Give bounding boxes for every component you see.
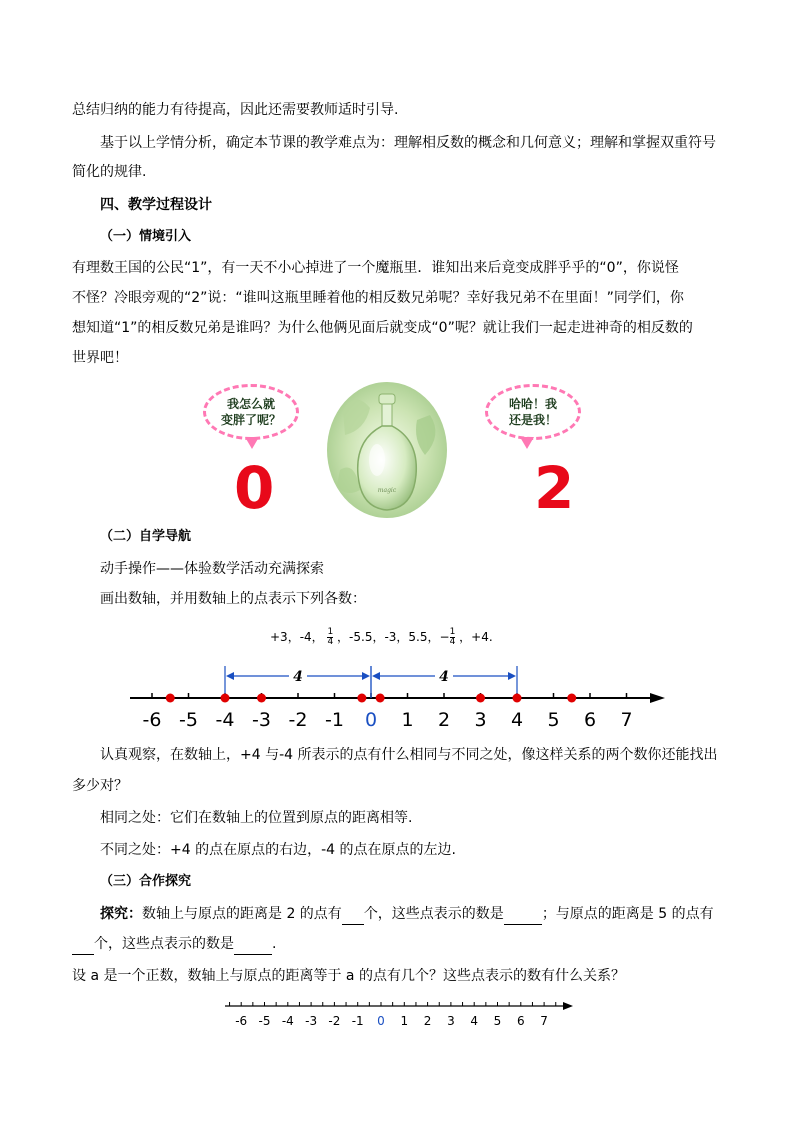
- number-zero: 0: [234, 454, 275, 522]
- subsection-heading: （一）情境引入: [100, 229, 192, 244]
- blank-field[interactable]: [342, 904, 364, 925]
- tick-label: 1: [400, 1014, 409, 1028]
- paragraph: 动手操作——体验数学活动充满探索: [100, 561, 324, 577]
- axis-point: [376, 694, 385, 703]
- tick-label: 0: [377, 1014, 385, 1028]
- bubble-text: 我怎么就: [226, 397, 275, 411]
- tick-label: -5: [258, 1014, 271, 1028]
- tick-label: 5: [547, 709, 560, 731]
- paragraph: 简化的规律.: [72, 164, 147, 180]
- arrow-left-icon: [372, 672, 380, 680]
- exercise-label: 探究：: [100, 906, 142, 922]
- subsection-heading: （二）自学导航: [100, 529, 192, 544]
- magic-bottle-icon: [325, 380, 450, 520]
- exercise-text: .: [272, 936, 277, 952]
- tick-label: -6: [142, 709, 162, 731]
- fraction: [450, 628, 456, 647]
- tick-label: -1: [351, 1014, 364, 1028]
- exercise-line-2: [72, 934, 276, 955]
- bubble-tail-icon: [520, 437, 534, 449]
- paragraph: 有理数王国的公民“1”，有一天不小心掉进了一个魔瓶里．谁知出来后竟变成胖乎乎的“0”，你说怪: [72, 260, 679, 276]
- subsection-heading: （三）合作探究: [100, 874, 192, 889]
- axis-point: [513, 694, 522, 703]
- axis-point: [221, 694, 230, 703]
- fraction: [327, 628, 333, 647]
- bubble-tail-icon: [245, 437, 259, 449]
- arrow-right-icon: [650, 693, 665, 703]
- tick-label: 1: [401, 709, 414, 731]
- number-line-1: [120, 660, 680, 735]
- paragraph: 不同之处：+4 的点在原点的右边，-4 的点在原点的左边.: [100, 842, 456, 858]
- paragraph: 设 a 是一个正数，数轴上与原点的距离等于 a 的点有几个？这些点表示的数有什么关系？: [72, 968, 625, 984]
- tick-label: 3: [474, 709, 487, 731]
- number-list: [270, 624, 493, 650]
- tick-label: -2: [328, 1014, 341, 1028]
- fraction-numerator: 1: [449, 627, 456, 637]
- tick-label: -4: [281, 1014, 294, 1028]
- speech-bubble-left: [203, 384, 299, 440]
- tick-label: -5: [179, 709, 198, 731]
- tick-label: -1: [325, 709, 344, 731]
- tick-label: -4: [215, 709, 235, 731]
- paragraph: 基于以上学情分析，确定本节课的教学难点为：理解相反数的概念和几何意义；理解和掌握双重符号: [100, 135, 716, 151]
- list-text: ，+4.: [459, 630, 493, 644]
- axis-point: [166, 694, 175, 703]
- tick-label: 5: [493, 1014, 502, 1028]
- tick-label: -2: [288, 709, 308, 731]
- tick-label: -3: [305, 1014, 318, 1028]
- bubble-text: 变胖了呢？: [220, 413, 281, 427]
- fraction-denominator: 4: [449, 637, 456, 647]
- arrow-left-icon: [226, 672, 234, 680]
- bracket-label: 4: [439, 669, 449, 685]
- axis-point: [357, 694, 366, 703]
- list-text: ，-5.5，-3，5.5，−: [337, 630, 450, 644]
- blank-field[interactable]: [234, 934, 272, 955]
- blank-field[interactable]: [504, 904, 542, 925]
- speech-bubble-right: [485, 384, 581, 440]
- paragraph: 世界吧！: [72, 350, 128, 366]
- list-text: +3，-4，: [270, 630, 324, 644]
- bottle-label: magic: [377, 487, 397, 494]
- number-two: 2: [534, 454, 575, 522]
- tick-label: 7: [540, 1014, 548, 1028]
- tick-label: 6: [583, 709, 597, 731]
- axis-point: [567, 694, 576, 703]
- blank-field[interactable]: [72, 934, 94, 955]
- bubble-text: 还是我！: [508, 413, 557, 427]
- exercise-text: 个，这些点表示的数是: [363, 906, 504, 922]
- bracket-label: 4: [293, 669, 303, 685]
- paragraph: 想知道“1”的相反数兄弟是谁吗？为什么他俩见面后就变成“0”呢？就让我们一起走进神奇的相反数的: [72, 320, 693, 336]
- number-line-2: [220, 996, 580, 1030]
- paragraph: 总结归纳的能力有待提高，因此还需要教师适时引导.: [72, 102, 399, 118]
- tick-label: 2: [423, 1014, 432, 1028]
- tick-label: 7: [620, 709, 633, 731]
- exercise-text: 个，这些点表示的数是: [94, 936, 234, 952]
- tick-label: 0: [364, 709, 378, 731]
- paragraph: 相同之处：它们在数轴上的位置到原点的距离相等.: [100, 810, 413, 826]
- paragraph: 画出数轴，并用数轴上的点表示下列各数：: [100, 591, 366, 607]
- axis-point: [257, 694, 266, 703]
- tick-label: -3: [252, 709, 271, 731]
- exercise-line-1: [100, 904, 714, 925]
- paragraph: 多少对？: [72, 778, 128, 794]
- arrow-right-icon: [563, 1002, 573, 1010]
- axis-point: [476, 694, 485, 703]
- section-heading: 四、教学过程设计: [100, 197, 212, 213]
- tick-label: 4: [470, 1014, 479, 1028]
- tick-label: -6: [235, 1014, 248, 1028]
- exercise-text: 数轴上与原点的距离是 2 的点有: [142, 906, 342, 922]
- tick-label: 3: [447, 1014, 455, 1028]
- arrow-right-icon: [508, 672, 516, 680]
- paragraph: 不怪？冷眼旁观的“2”说：“谁叫这瓶里睡着他的相反数兄弟呢？幸好我兄弟不在里面！”同学们，你: [72, 290, 684, 306]
- paragraph: 认真观察，在数轴上，+4 与-4 所表示的点有什么相同与不同之处，像这样关系的两个数你还能找出: [100, 747, 718, 763]
- tick-label: 2: [437, 709, 451, 731]
- fraction-numerator: 1: [327, 627, 334, 637]
- exercise-text: ；与原点的距离是 5 的点有: [541, 906, 714, 922]
- fraction-denominator: 4: [327, 637, 334, 647]
- tick-label: 4: [510, 709, 524, 731]
- tick-label: 6: [516, 1014, 525, 1028]
- arrow-right-icon: [362, 672, 370, 680]
- bubble-text: 哈哈！我: [508, 397, 557, 411]
